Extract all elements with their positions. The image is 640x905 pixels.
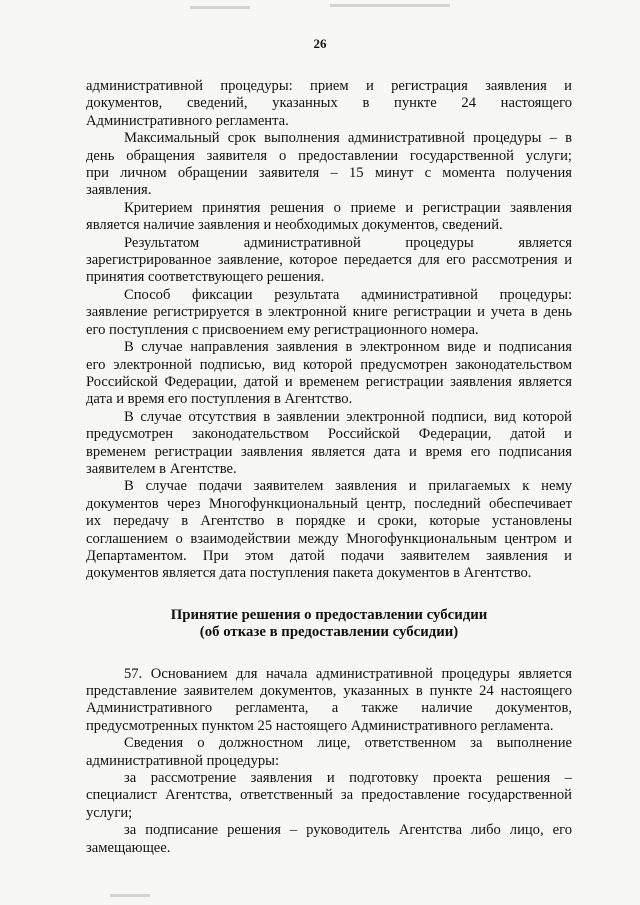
text-line: его поступления с присвоением ему регистрационного номера. — [86, 321, 479, 338]
text-line: заявления. — [86, 182, 152, 199]
scan-artifact — [110, 894, 150, 897]
text-line: замещающее. — [86, 839, 171, 856]
section-heading — [86, 607, 572, 642]
text-line: зарегистрированное заявление, которое передается для его рассмотрения и — [86, 252, 572, 269]
text-line: при личном обращении заявителя – 15 минут с момента получения — [86, 165, 572, 182]
text-line: административной процедуры: — [86, 752, 280, 769]
text-line: специалист Агентства, ответственный за предоставление государственной — [86, 787, 572, 804]
heading-line: Принятие решения о предоставлении субсидии — [170, 606, 488, 623]
text-line: документов, сведений, указанных в пункте 24 настоящего — [86, 95, 572, 112]
text-line: Максимальный срок выполнения административной процедуры – в — [124, 130, 572, 147]
text-line: за подписание решения – руководитель Агентства либо лицо, его — [124, 822, 572, 839]
text-line: является наличие заявления и необходимых документов, сведений. — [86, 217, 503, 234]
text-line: услуги; — [86, 804, 133, 821]
text-line: принятия соответствующего решения. — [86, 269, 325, 286]
text-line: В случае отсутствия в заявлении электронной подписи, вид которой — [124, 408, 572, 425]
text-line: Сведения о должностном лице, ответственном за выполнение — [124, 735, 572, 752]
text-line: его электронной подписью, вид которой предусмотрен законодательством — [86, 356, 572, 373]
text-line: В случае подачи заявителем заявления и прилагаемых к нему — [124, 478, 572, 495]
text-line: Административного регламента. — [86, 112, 289, 129]
text-line: соглашением о взаимодействии между Многофункциональным центром и — [86, 530, 572, 547]
text-line: документов через Многофункциональный центр, последний обеспечивает — [86, 495, 572, 512]
text-line: Способ фиксации результата административной процедуры: — [124, 286, 572, 303]
text-line: предусмотренных пунктом 25 настоящего Административного регламента. — [86, 717, 554, 734]
text-line: В случае направления заявления в электронном виде и подписания — [124, 339, 572, 356]
text-line: временем регистрации заявления является дата и время его подписания — [86, 443, 572, 460]
text-block-decision — [86, 666, 572, 857]
page-number: 26 — [313, 36, 327, 51]
heading-line: (об отказе в предоставлении субсидии) — [199, 624, 459, 641]
text-line: их передачу в Агентство в порядке и сроки, которые установлены — [86, 513, 572, 530]
text-line: заявителем в Агентстве. — [86, 460, 237, 477]
text-line: Критерием принятия решения о приеме и регистрации заявления — [124, 199, 572, 216]
text-line: Департаментом. При этом датой подачи заявителем заявления и — [86, 547, 572, 564]
text-line: день обращения заявителя о предоставлении государственной услуги; — [86, 147, 572, 164]
text-line: Административного регламента, а также наличие документов, — [86, 700, 572, 717]
text-line: документов является дата поступления пакета документов в Агентство. — [86, 565, 532, 582]
document-body — [86, 78, 572, 857]
text-line: Российской Федерации, датой и временем регистрации заявления является — [86, 373, 572, 390]
text-line: административной процедуры: прием и регистрация заявления и — [86, 78, 572, 94]
text-line: за рассмотрение заявления и подготовку проекта решения – — [124, 770, 572, 787]
text-block-procedure — [86, 78, 572, 583]
scan-artifact — [190, 6, 250, 9]
text-line: представление заявителем документов, указанных в пункте 24 настоящего — [86, 683, 572, 699]
text-line: предусмотрен законодательством Российской Федерации, датой и — [86, 426, 572, 443]
scan-artifact — [330, 4, 450, 7]
text-line: заявление регистрируется в электронной книге регистрации и учета в день — [86, 304, 572, 321]
text-line: Результатом административной процедуры является — [124, 234, 572, 251]
text-line: дата и время его поступления в Агентство. — [86, 391, 353, 408]
text-line: 57. Основанием для начала административной процедуры является — [124, 665, 572, 682]
